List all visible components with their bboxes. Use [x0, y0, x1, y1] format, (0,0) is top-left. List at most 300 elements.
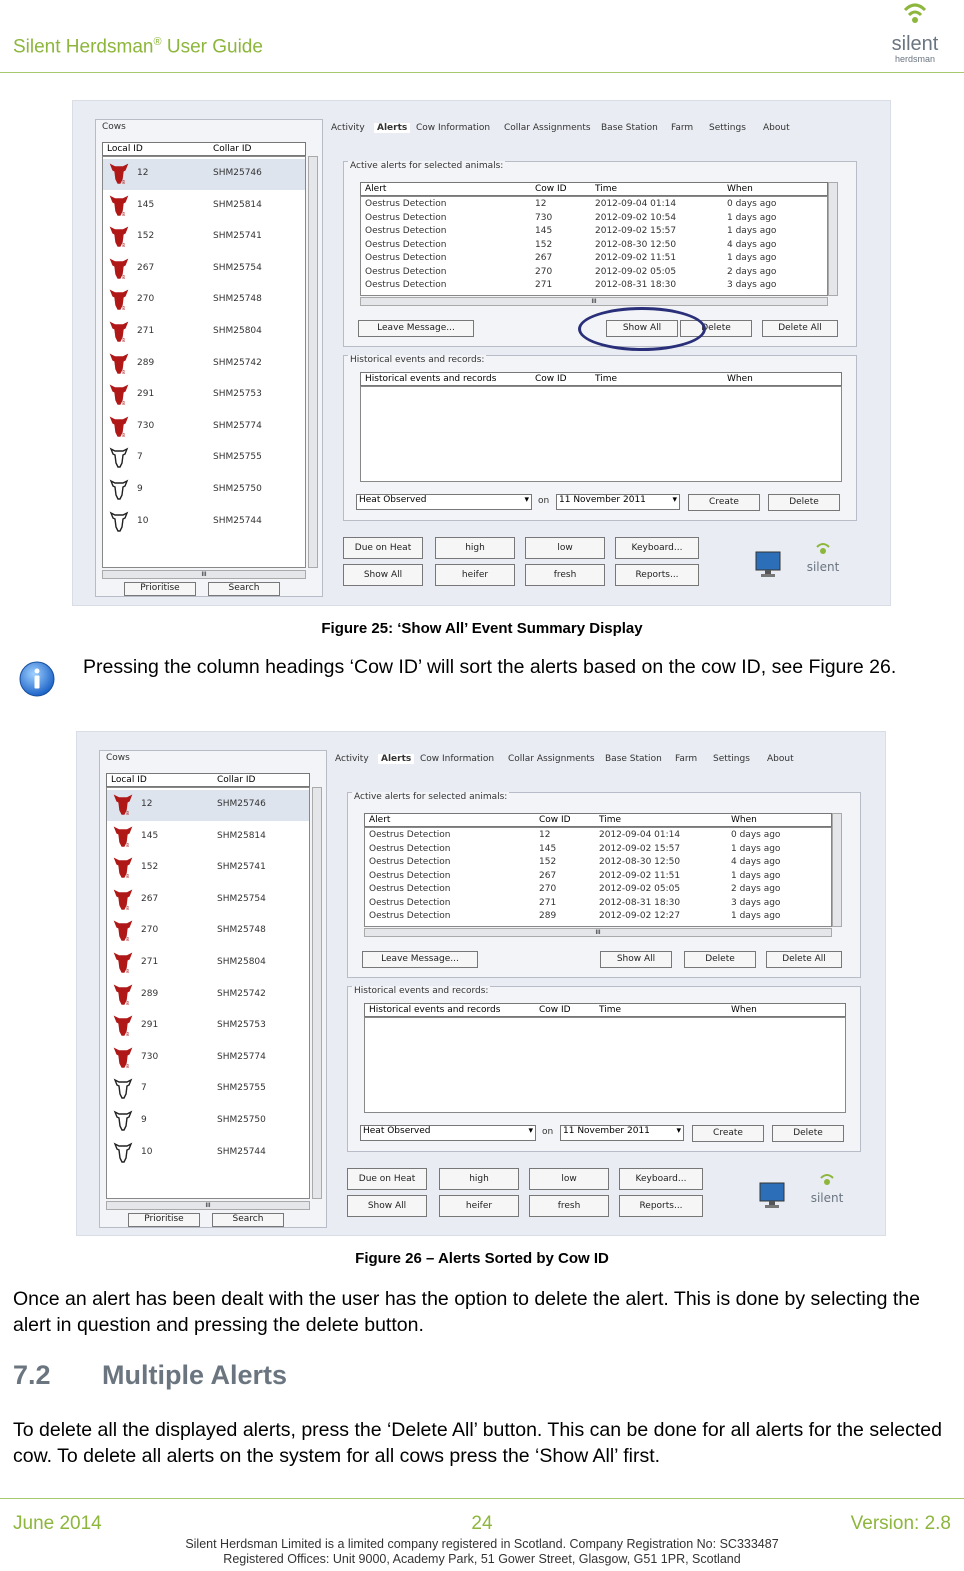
- footer-company-line: Silent Herdsman Limited is a limited company registered in Scotland. Company Registration No: SC333487: [185, 1537, 779, 1551]
- cow-alert-icon: [113, 950, 133, 974]
- create-button[interactable]: Create: [688, 494, 760, 511]
- alerts-col-time[interactable]: Time: [595, 184, 618, 194]
- cow-row[interactable]: [103, 412, 305, 443]
- alert-row[interactable]: [361, 226, 827, 239]
- alert-cell: Oestrus Detection: [365, 266, 447, 277]
- alert-cell: 4 days ago: [727, 239, 777, 250]
- historical-list[interactable]: [364, 1017, 846, 1113]
- cow-row[interactable]: [103, 254, 305, 285]
- alert-cell: 2012-09-02 10:54: [595, 212, 677, 223]
- svg-text:ʬ: ʬ: [126, 841, 130, 848]
- alerts-scrollbar[interactable]: [828, 182, 838, 296]
- cow-collar-id: SHM25814: [217, 830, 266, 841]
- cows-scrollbar[interactable]: [312, 787, 322, 1199]
- svg-text:ʬ: ʬ: [122, 273, 126, 280]
- alert-cell: 2012-08-31 18:30: [595, 280, 677, 290]
- cows-list[interactable]: [102, 156, 306, 568]
- figure-26-caption: Figure 26 – Alerts Sorted by Cow ID: [355, 1250, 609, 1267]
- tab-cow-information[interactable]: Cow Information: [420, 754, 495, 764]
- cow-row[interactable]: [103, 317, 305, 348]
- date-select[interactable]: [560, 1125, 684, 1141]
- alert-cell: 145: [535, 226, 553, 236]
- cow-row[interactable]: [103, 380, 305, 411]
- cow-row[interactable]: [103, 507, 305, 538]
- cow-local-id: 730: [137, 420, 155, 431]
- svg-text:ʬ: ʬ: [126, 810, 130, 816]
- alert-cell: 12: [535, 199, 547, 209]
- alert-cell: 2012-08-31 18:30: [599, 897, 681, 908]
- cow-row[interactable]: [103, 191, 305, 222]
- filter-fresh-button[interactable]: fresh: [529, 1195, 609, 1217]
- svg-text:ʬ: ʬ: [122, 305, 126, 312]
- alert-cell: Oestrus Detection: [365, 239, 447, 250]
- show-all-button[interactable]: Show All: [606, 320, 678, 337]
- alert-cell: 12: [539, 830, 551, 840]
- filter-keyboard-button[interactable]: Keyboard...: [615, 537, 699, 559]
- alert-cell: 2012-08-30 12:50: [599, 857, 681, 867]
- delete-alert-button[interactable]: Delete: [684, 951, 756, 968]
- alert-cell: 289: [539, 911, 557, 921]
- historical-col[interactable]: Time: [595, 374, 618, 384]
- alerts-col-cow-id[interactable]: Cow ID: [539, 815, 571, 825]
- on-label: on: [538, 496, 550, 506]
- alert-cell: 267: [539, 870, 557, 881]
- cows-scrollbar[interactable]: [308, 156, 318, 568]
- paragraph-multiple-alerts: To delete all the displayed alerts, press the ‘Delete All’ button. This can be done for all alerts for the selected cow. To delete all alerts on the system for all cows press the ‘Show All’ first.: [13, 1419, 942, 1467]
- cow-local-id: 270: [137, 294, 155, 305]
- event-type-select[interactable]: [356, 494, 532, 510]
- alerts-col-alert[interactable]: Alert: [369, 815, 391, 825]
- alert-row[interactable]: [361, 280, 827, 293]
- delete-all-button[interactable]: Delete All: [766, 951, 842, 968]
- alerts-header: [360, 182, 828, 196]
- cows-list-header: [102, 142, 306, 156]
- scroll-grip: III: [205, 1202, 211, 1209]
- cow-local-id: 271: [141, 957, 159, 967]
- filter-reports-button[interactable]: Reports...: [615, 564, 699, 586]
- prioritise-button[interactable]: Prioritise: [124, 582, 196, 596]
- historical-label: Historical events and records:: [354, 986, 489, 996]
- cow-collar-id: SHM25804: [217, 957, 266, 967]
- cow-alert-icon: [113, 824, 133, 848]
- svg-text:herdsman: herdsman: [894, 54, 936, 64]
- alerts-col-time[interactable]: Time: [599, 815, 622, 825]
- cow-local-id: 271: [137, 326, 155, 336]
- footer-page-number: 24: [471, 1513, 493, 1534]
- cow-collar-id: SHM25741: [213, 231, 262, 242]
- alert-row[interactable]: [365, 884, 831, 897]
- date-select[interactable]: [556, 494, 680, 510]
- cow-collar-id: SHM25755: [213, 452, 262, 463]
- date-value: 11 November 2011: [563, 1126, 650, 1136]
- alert-cell: 2012-09-04 01:14: [599, 830, 681, 840]
- cow-local-id: 267: [137, 262, 155, 273]
- cow-row[interactable]: [103, 475, 305, 506]
- alert-cell: 4 days ago: [731, 857, 781, 867]
- monitor-icon[interactable]: [757, 1180, 787, 1210]
- cow-row[interactable]: [103, 159, 305, 190]
- cow-collar-id: SHM25746: [213, 168, 262, 178]
- alerts-col-alert[interactable]: Alert: [365, 184, 387, 194]
- filter-due-on-heat-button[interactable]: Due on Heat: [343, 537, 423, 559]
- tab-base-station[interactable]: Base Station: [601, 123, 658, 133]
- historical-col[interactable]: When: [731, 1005, 757, 1015]
- footer-rule: [0, 1498, 964, 1499]
- cow-local-id: 9: [137, 484, 143, 494]
- col-local-id[interactable]: Local ID: [107, 144, 143, 154]
- svg-text:ʬ: ʬ: [122, 431, 126, 438]
- filter-low-button[interactable]: low: [529, 1168, 609, 1190]
- alert-cell: Oestrus Detection: [365, 226, 447, 236]
- alert-cell: 2012-09-02 05:05: [595, 266, 677, 277]
- filter-keyboard-button[interactable]: Keyboard...: [619, 1168, 703, 1190]
- filter-low-button[interactable]: low: [525, 537, 605, 559]
- alert-row[interactable]: [361, 267, 827, 280]
- alert-cell: Oestrus Detection: [369, 870, 451, 881]
- alert-cell: 271: [535, 280, 553, 290]
- alert-cell: Oestrus Detection: [369, 897, 451, 908]
- cow-alert-icon: [113, 855, 133, 879]
- alert-cell: 271: [539, 897, 557, 908]
- tab-farm[interactable]: Farm: [671, 123, 694, 133]
- svg-text:ʬ: ʬ: [122, 337, 126, 343]
- cow-collar-id: SHM25804: [213, 326, 262, 336]
- col-collar-id[interactable]: Collar ID: [217, 775, 256, 785]
- cow-local-id: 291: [137, 389, 155, 400]
- cow-row[interactable]: [107, 822, 309, 853]
- cow-local-id: 152: [141, 862, 159, 873]
- cow-local-id: 10: [137, 515, 149, 526]
- cow-local-id: 145: [137, 199, 155, 210]
- alert-row[interactable]: [365, 830, 831, 843]
- historical-col[interactable]: Historical events and records: [369, 1005, 501, 1015]
- tab-about[interactable]: About: [767, 754, 794, 764]
- tab-about[interactable]: About: [763, 123, 790, 133]
- section-title: Multiple Alerts: [102, 1360, 288, 1390]
- scroll-grip: III: [591, 298, 597, 305]
- active-alerts-group: [347, 792, 861, 978]
- historical-label: Historical events and records:: [350, 355, 485, 365]
- alerts-horizontal-scrollbar[interactable]: [364, 928, 832, 937]
- svg-text:silent: silent: [891, 33, 939, 55]
- cow-row[interactable]: [107, 948, 309, 979]
- alert-cell: Oestrus Detection: [365, 212, 447, 223]
- tab-alerts[interactable]: Alerts: [374, 123, 410, 133]
- alert-row[interactable]: [361, 240, 827, 253]
- alert-cell: 2 days ago: [731, 884, 781, 894]
- cow-collar-id: SHM25741: [217, 862, 266, 873]
- delete-record-button[interactable]: Delete: [768, 494, 840, 511]
- cow-local-id: 289: [137, 357, 155, 368]
- cow-row[interactable]: [103, 222, 305, 253]
- cow-collar-id: SHM25754: [217, 893, 266, 904]
- search-button[interactable]: Search: [208, 582, 280, 596]
- cow-local-id: 12: [137, 168, 149, 178]
- historical-group: [343, 355, 857, 521]
- alert-cell: 152: [539, 857, 557, 867]
- cow-local-id: 9: [141, 1115, 147, 1125]
- alerts-horizontal-scrollbar[interactable]: [360, 297, 828, 306]
- cow-icon: [113, 1140, 133, 1164]
- cow-alert-icon: [113, 1045, 133, 1069]
- delete-record-button[interactable]: Delete: [772, 1125, 844, 1142]
- info-note: Pressing the column headings ‘Cow ID’ will sort the alerts based on the cow ID, see Figure 26.: [83, 656, 897, 678]
- historical-col[interactable]: Cow ID: [539, 1005, 571, 1015]
- svg-text:ʬ: ʬ: [126, 1031, 130, 1038]
- alert-cell: 2012-09-04 01:14: [595, 199, 677, 209]
- cow-row[interactable]: [103, 349, 305, 380]
- filter-due-on-heat-button[interactable]: Due on Heat: [347, 1168, 427, 1190]
- cows-horizontal-scrollbar[interactable]: [102, 570, 306, 579]
- tab-farm[interactable]: Farm: [675, 754, 698, 764]
- cow-icon: [109, 445, 129, 469]
- col-collar-id[interactable]: Collar ID: [213, 144, 252, 154]
- cow-alert-icon: [113, 1013, 133, 1037]
- tab-settings[interactable]: Settings: [713, 754, 750, 764]
- alerts-list[interactable]: [360, 196, 828, 296]
- cow-row[interactable]: [107, 980, 309, 1011]
- alert-cell: 1 days ago: [727, 253, 777, 263]
- cow-collar-id: SHM25814: [213, 199, 262, 210]
- header-rule: [0, 72, 964, 73]
- filter-high-button[interactable]: high: [439, 1168, 519, 1190]
- alert-cell: Oestrus Detection: [369, 857, 451, 867]
- filter-show-all-button[interactable]: Show All: [347, 1195, 427, 1217]
- tab-activity[interactable]: Activity: [331, 123, 365, 133]
- search-button[interactable]: Search: [212, 1213, 284, 1227]
- alert-cell: 2 days ago: [727, 266, 777, 277]
- figure-25-caption: Figure 25: ‘Show All’ Event Summary Display: [321, 620, 643, 637]
- col-local-id[interactable]: Local ID: [111, 775, 147, 785]
- active-alerts-label: Active alerts for selected animals:: [350, 161, 504, 171]
- cow-local-id: 267: [141, 893, 159, 904]
- svg-text:ʬ: ʬ: [122, 242, 126, 249]
- cow-alert-icon: [109, 287, 129, 311]
- filter-fresh-button[interactable]: fresh: [525, 564, 605, 586]
- leave-message-button[interactable]: Leave Message...: [362, 951, 478, 968]
- cow-alert-icon: [113, 982, 133, 1006]
- tab-activity[interactable]: Activity: [335, 754, 369, 764]
- historical-group: [347, 986, 861, 1152]
- alert-cell: Oestrus Detection: [365, 280, 447, 290]
- historical-list[interactable]: [360, 386, 842, 482]
- alert-cell: 270: [539, 884, 557, 894]
- cow-row[interactable]: [107, 916, 309, 947]
- historical-col[interactable]: Time: [599, 1005, 622, 1015]
- alert-cell: Oestrus Detection: [369, 911, 451, 921]
- prioritise-button[interactable]: Prioritise: [128, 1213, 200, 1227]
- cow-row[interactable]: [103, 443, 305, 474]
- cow-icon: [109, 509, 129, 533]
- info-icon: [18, 660, 56, 698]
- alert-cell: 152: [535, 239, 553, 250]
- footer-date: June 2014: [13, 1513, 102, 1534]
- cow-collar-id: SHM25746: [217, 799, 266, 809]
- cow-alert-icon: [109, 414, 129, 438]
- filter-heifer-button[interactable]: heifer: [439, 1195, 519, 1217]
- highlight-ring: [578, 307, 706, 351]
- paragraph-delete-alert: Once an alert has been dealt with the user has the option to delete the alert. This is done by selecting the alert in question and pressing the delete button.: [13, 1288, 920, 1336]
- tab-collar-assignments[interactable]: Collar Assignments: [508, 754, 595, 764]
- filter-show-all-button[interactable]: Show All: [343, 564, 423, 586]
- cow-icon: [113, 1108, 133, 1132]
- filter-reports-button[interactable]: Reports...: [619, 1195, 703, 1217]
- svg-text:ʬ: ʬ: [122, 210, 126, 217]
- alerts-col-when[interactable]: When: [727, 184, 753, 194]
- date-value: 11 November 2011: [559, 495, 646, 505]
- historical-header: [364, 1003, 846, 1017]
- cow-local-id: 12: [141, 799, 153, 809]
- cow-alert-icon: [113, 792, 133, 816]
- svg-text:ʬ: ʬ: [126, 904, 130, 911]
- cow-row[interactable]: [107, 1138, 309, 1169]
- cow-local-id: 10: [141, 1146, 153, 1157]
- cow-alert-icon: [109, 224, 129, 248]
- alert-cell: 1 days ago: [727, 212, 777, 223]
- svg-text:silent: silent: [806, 560, 840, 574]
- tab-base-station[interactable]: Base Station: [605, 754, 662, 764]
- cow-row[interactable]: [107, 1043, 309, 1074]
- alert-cell: 1 days ago: [731, 870, 781, 881]
- historical-col[interactable]: When: [727, 374, 753, 384]
- alert-cell: 2012-09-02 05:05: [599, 884, 681, 894]
- svg-text:ʬ: ʬ: [122, 400, 126, 407]
- cows-panel: [99, 750, 327, 1228]
- alert-cell: 2012-09-02 11:51: [595, 253, 677, 263]
- cows-group-label: Cows: [102, 122, 126, 132]
- cow-collar-id: SHM25742: [217, 988, 266, 999]
- cow-icon: [113, 1076, 133, 1100]
- cow-row[interactable]: [107, 1106, 309, 1137]
- cow-row[interactable]: [107, 790, 309, 821]
- cow-alert-icon: [113, 887, 133, 911]
- alert-row[interactable]: [365, 857, 831, 870]
- alert-cell: 0 days ago: [731, 830, 781, 840]
- historical-header: [360, 372, 842, 386]
- historical-col[interactable]: Cow ID: [535, 374, 567, 384]
- cow-local-id: 270: [141, 925, 159, 936]
- alert-cell: 3 days ago: [727, 280, 777, 290]
- active-alerts-group: [343, 161, 857, 347]
- scroll-grip: III: [201, 571, 207, 578]
- alert-cell: Oestrus Detection: [365, 199, 447, 209]
- section-number: 7.2: [13, 1360, 51, 1390]
- alert-cell: Oestrus Detection: [369, 884, 451, 894]
- silent-logo-icon: [801, 541, 845, 581]
- cow-alert-icon: [109, 351, 129, 375]
- cow-row[interactable]: [107, 885, 309, 916]
- cow-local-id: 145: [141, 830, 159, 841]
- alerts-col-cow-id[interactable]: Cow ID: [535, 184, 567, 194]
- cow-collar-id: SHM25753: [213, 389, 262, 400]
- footer-address-line: Registered Offices: Unit 9000, Academy Park, 51 Gower Street, Glasgow, G51 1PR, Scotland: [223, 1552, 741, 1566]
- chevron-down-icon: ▾: [528, 1126, 533, 1136]
- cow-alert-icon: [109, 256, 129, 280]
- alert-row[interactable]: [361, 253, 827, 266]
- tab-cow-information[interactable]: Cow Information: [416, 123, 491, 133]
- tab-collar-assignments[interactable]: Collar Assignments: [504, 123, 591, 133]
- cow-collar-id: SHM25750: [217, 1115, 266, 1125]
- cows-group-label: Cows: [106, 753, 130, 763]
- alert-row[interactable]: [361, 199, 827, 212]
- figure-26-screenshot: [76, 731, 886, 1236]
- chevron-down-icon: ▾: [676, 1126, 681, 1136]
- cow-collar-id: SHM25742: [213, 357, 262, 368]
- cow-alert-icon: [109, 382, 129, 406]
- alert-cell: 2012-09-02 15:57: [595, 226, 677, 236]
- cows-panel: [95, 119, 323, 597]
- historical-col[interactable]: Historical events and records: [365, 374, 497, 384]
- alert-row[interactable]: [365, 911, 831, 924]
- cow-local-id: 289: [141, 988, 159, 999]
- alerts-scrollbar[interactable]: [832, 813, 842, 927]
- alerts-header: [364, 813, 832, 827]
- alert-cell: 1 days ago: [731, 911, 781, 921]
- footer-version: Version: 2.8: [850, 1513, 951, 1534]
- cow-icon: [109, 477, 129, 501]
- active-alerts-label: Active alerts for selected animals:: [354, 792, 508, 802]
- event-type-select[interactable]: [360, 1125, 536, 1141]
- cow-collar-id: SHM25754: [213, 262, 262, 273]
- cow-local-id: 730: [141, 1051, 159, 1062]
- alert-row[interactable]: [365, 871, 831, 884]
- alerts-col-when[interactable]: When: [731, 815, 757, 825]
- cows-list[interactable]: [106, 787, 310, 1199]
- alert-cell: 0 days ago: [727, 199, 777, 209]
- cow-collar-id: SHM25755: [217, 1083, 266, 1094]
- cow-row[interactable]: [107, 1074, 309, 1105]
- alert-cell: 270: [535, 266, 553, 277]
- cow-row[interactable]: [107, 1011, 309, 1042]
- event-type-value: Heat Observed: [359, 495, 427, 505]
- create-button[interactable]: Create: [692, 1125, 764, 1142]
- monitor-icon[interactable]: [753, 549, 783, 579]
- cow-collar-id: SHM25748: [217, 925, 266, 936]
- delete-alert-button[interactable]: Delete: [680, 320, 752, 337]
- alert-cell: 267: [535, 253, 553, 263]
- svg-text:ʬ: ʬ: [126, 968, 130, 974]
- tab-alerts[interactable]: Alerts: [378, 754, 414, 764]
- filter-high-button[interactable]: high: [435, 537, 515, 559]
- cow-local-id: 291: [141, 1020, 159, 1031]
- show-all-button[interactable]: Show All: [600, 951, 672, 968]
- cow-alert-icon: [113, 918, 133, 942]
- alerts-list[interactable]: [364, 827, 832, 927]
- chevron-down-icon: ▾: [672, 495, 677, 505]
- leave-message-button[interactable]: Leave Message...: [358, 320, 474, 337]
- alert-cell: 145: [539, 843, 557, 854]
- tab-settings[interactable]: Settings: [709, 123, 746, 133]
- alert-row[interactable]: [365, 844, 831, 857]
- silent-herdsman-logo: [880, 0, 950, 70]
- scroll-grip: III: [595, 929, 601, 936]
- cows-list-header: [106, 773, 310, 787]
- alert-cell: 2012-09-02 11:51: [599, 870, 681, 881]
- cow-row[interactable]: [107, 853, 309, 884]
- header-title: Silent Herdsman® User Guide: [13, 36, 263, 58]
- cow-row[interactable]: [103, 285, 305, 316]
- cows-horizontal-scrollbar[interactable]: [106, 1201, 310, 1210]
- cow-collar-id: SHM25744: [213, 515, 262, 526]
- alert-row[interactable]: [361, 213, 827, 226]
- filter-heifer-button[interactable]: heifer: [435, 564, 515, 586]
- figure-25-screenshot: [72, 100, 891, 606]
- svg-text:ʬ: ʬ: [122, 179, 126, 185]
- delete-all-button[interactable]: Delete All: [762, 320, 838, 337]
- cow-alert-icon: [109, 319, 129, 343]
- alert-row[interactable]: [365, 898, 831, 911]
- svg-text:ʬ: ʬ: [122, 368, 126, 375]
